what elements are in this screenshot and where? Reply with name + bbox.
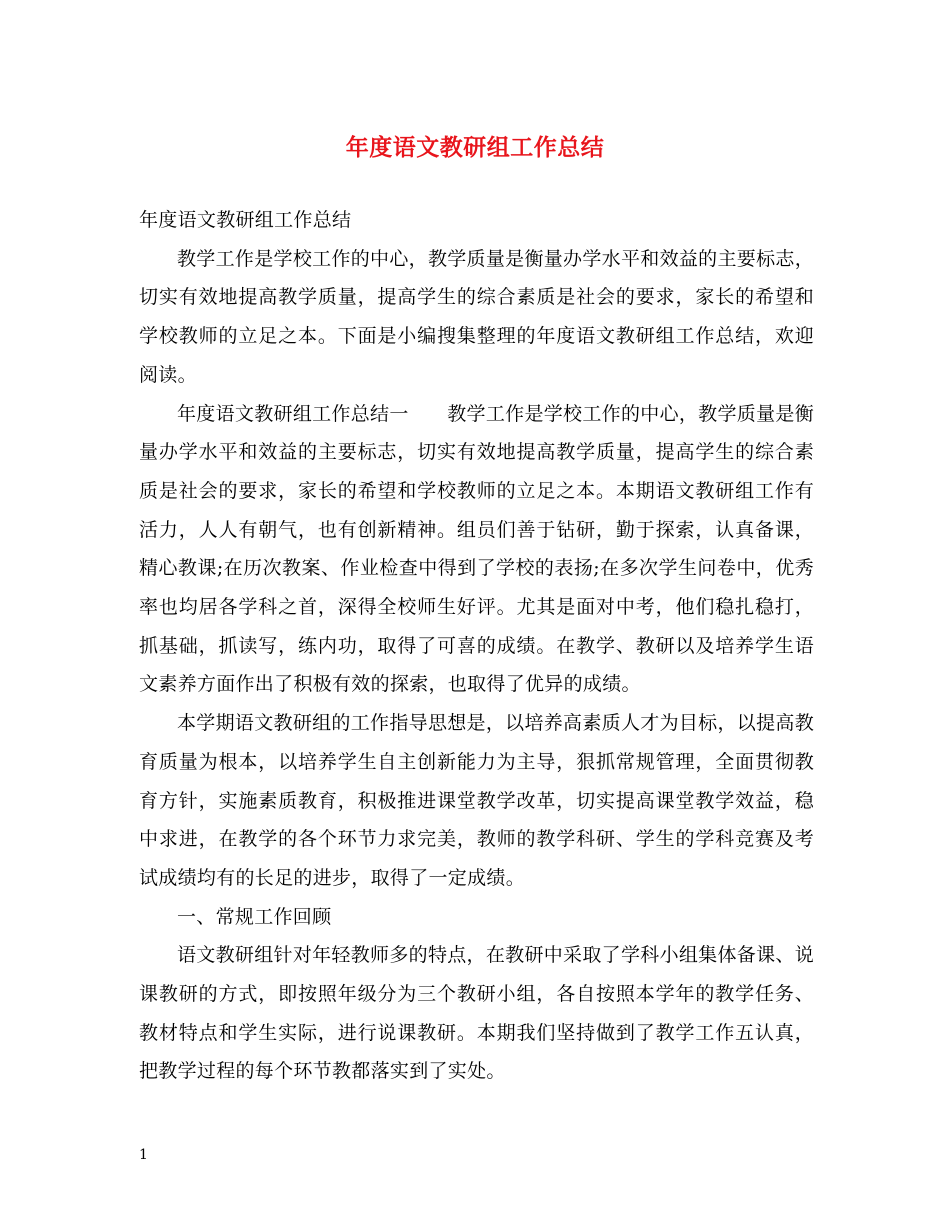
section-heading-routine-work: 一、常规工作回顾 [177, 905, 332, 928]
document-subtitle: 年度语文教研组工作总结 [139, 209, 352, 231]
document-body [139, 201, 814, 1091]
paragraph-guiding-ideas: 本学期语文教研组的工作指导思想是，以培养高素质人才为目标，以提高教育质量为根本，以培养学生自主创新能力为主导，狠抓常规管理，全面贯彻教育方针，实施素质教育，积极推进课堂教学改革，切实提高课堂教学效益，稳中求进，在教学的各个环节力求完美，教师的教学科研、学生的学科竞赛及考试成绩均有的长足的进步，取得了一定成绩。 [139, 712, 814, 889]
page-number: 1 [139, 1147, 148, 1163]
paragraph-intro: 教学工作是学校工作的中心，教学质量是衡量办学水平和效益的主要标志，切实有效地提高教学质量，提高学生的综合素质是社会的要求，家长的希望和学校教师的立足之本。下面是小编搜集整理的年度语文教研组工作总结，欢迎阅读。 [139, 247, 814, 386]
paragraph-routine-work: 语文教研组针对年轻教师多的特点，在教研中采取了学科小组集体备课、说课教研的方式，即按照年级分为三个教研小组，各自按照本学年的教学任务、教材特点和学生实际，进行说课教研。本期我们坚持做到了教学工作五认真，把教学过程的每个环节教都落实到了实处。 [139, 944, 814, 1083]
document-title: 年度语文教研组工作总结 [345, 134, 605, 161]
paragraph-summary-one: 年度语文教研组工作总结一 教学工作是学校工作的中心，教学质量是衡量办学水平和效益的主要标志，切实有效地提高教学质量，提高学生的综合素质是社会的要求，家长的希望和学校教师的立足之本。本期语文教研组工作有活力，人人有朝气，也有创新精神。组员们善于钻研，勤于探索，认真备课，精心教课;在历次教案、作业检查中得到了学校的表扬;在多次学生问卷中，优秀率也均居各学科之首，深得全校师生好评。尤其是面对中考，他们稳扎稳打，抓基础，抓读写，练内功，取得了可喜的成绩。在教学、教研以及培养学生语文素养方面作出了积极有效的探索，也取得了优异的成绩。 [139, 402, 814, 696]
